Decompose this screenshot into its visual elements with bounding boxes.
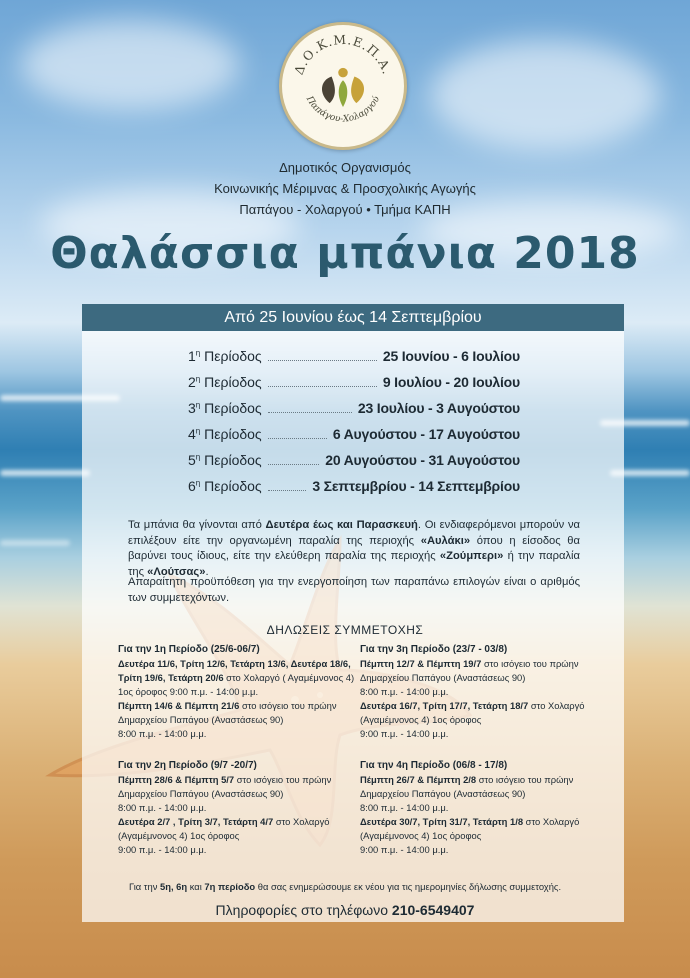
org-name-line3: Παπάγου - Χολαργού • Τμήμα ΚΑΠΗ: [239, 202, 451, 217]
block-heading: Για την 3η Περίοδο (23/7 - 03/8): [360, 644, 508, 655]
info-paragraph: Τα μπάνια θα γίνονται από Δευτέρα έως και Παρασκευή. Οι ενδιαφερόμενοι μπορούν να επιλέξουν είτε την οργανωμένη παραλία της περιοχής «Αυλάκι» όπου η είσοδος θα βαρύνει τους ίδιους, είτε την ελεύθερη παραλία της περιοχής «Ζούμπερι» ή την παραλία της «Λούτσας».: [128, 519, 581, 578]
period-label: $2^\eta$ Περίοδος: [188, 374, 262, 390]
period-dates: 6 Αυγούστου - 17 Αυγούστου: [332, 426, 520, 442]
block-heading: Για την 4η Περίοδο (06/8 - 17/8): [360, 760, 508, 771]
period-dates: 3 Σεπτεμβρίου - 14 Σεπτεμβρίου: [312, 478, 520, 494]
page-title: Θαλάσσια μπάνια 2018: [50, 228, 640, 279]
declaration-block-period-2: Για την 2η Περίοδο (9/7 -20/7) Πέμπτη 28/6 & Πέμπτη 5/7 στο ισόγειο του πρώην Δημαρχείου Παπάγου (Αναστάσεως 90) 8:00 π.μ. - 14:00 μ.μ. Δευτέρα 2/7 , Τρίτη 3/7, Τετάρτη 4/7 στο Χολαργό (Αγαμέμνονος 4) 1ος όροφος 9:00 π.μ. - 14:00 μ.μ.: [118, 760, 332, 855]
date-range-banner: Από 25 Ιουνίου έως 14 Σεπτεμβρίου: [82, 304, 624, 331]
period-label: $4^\eta$ Περίοδος: [188, 426, 262, 442]
period-row: [188, 400, 520, 418]
cloud: [430, 40, 660, 150]
period-dates: 20 Αυγούστου - 31 Αυγούστου: [325, 452, 520, 468]
org-name-line2: Κοινωνικής Μέριμνας & Προσχολικής Αγωγής: [214, 181, 476, 196]
declaration-block-period-4: Για την 4η Περίοδο (06/8 - 17/8) Πέμπτη 26/7 & Πέμπτη 2/8 στο ισόγειο του πρώην Δημαρχείου Παπάγου (Αναστάσεως 90) 8:00 π.μ. - 14:00 μ.μ. Δευτέρα 30/7, Τρίτη 31/7, Τετάρτη 1/8 στο Χολαργό (Αγαμέμνονος 4) 1ος όροφος 9:00 π.μ. - 14:00 μ.μ.: [360, 760, 580, 855]
dotted-leader: [268, 402, 352, 413]
cloud: [20, 20, 240, 110]
footer-note: Για την 5η, 6η και 7η περίοδο θα σας ενημερώσουμε εκ νέου για τις ημερομηνίες δήλωσης συμμετοχής.: [128, 881, 562, 892]
org-name-line1: Δημοτικός Οργανισμός: [279, 160, 411, 175]
dotted-leader: [268, 454, 320, 465]
period-row: [188, 478, 520, 496]
dotted-leader: [268, 428, 327, 439]
period-label: $3^\eta$ Περίοδος: [188, 400, 262, 416]
contact-phone: Πληροφορίες στο τηλέφωνο 210-6549407: [215, 902, 475, 918]
requirement-paragraph: Απαραίτητη προϋπόθεση για την ενεργοποίηση των παραπάνω επιλογών είναι ο αριθμός των συμμετεχόντων.: [128, 576, 580, 604]
period-dates: 25 Ιουνίου - 6 Ιουλίου: [382, 348, 520, 364]
declaration-block-period-3: Για την 3η Περίοδο (23/7 - 03/8) Πέμπτη 12/7 & Πέμπτη 19/7 στο ισόγειο του πρώην Δημαρχείου Παπάγου (Αναστάσεως 90) 8:00 π.μ. - 14:00 μ.μ. Δευτέρα 16/7, Τρίτη 17/7, Τετάρτη 18/7 στο Χολαργό (Αγαμέμνονος 4) 1ος όροφος 9:00 π.μ. - 14:00 μ.μ.: [360, 644, 585, 739]
sea-foam: [0, 470, 90, 476]
declarations-title: ΔΗΛΩΣΕΙΣ ΣΥΜΜΕΤΟΧΗΣ: [266, 623, 424, 637]
period-dates: 9 Ιουλίου - 20 Ιουλίου: [382, 374, 520, 390]
block-heading: Για την 1η Περίοδο (25/6-06/7): [118, 644, 260, 655]
period-dates: 23 Ιουλίου - 3 Αυγούστου: [357, 400, 520, 416]
dotted-leader: [268, 376, 377, 387]
declaration-block-period-1: Για την 1η Περίοδο (25/6-06/7) Δευτέρα 11/6, Τρίτη 12/6, Τετάρτη 13/6, Δευτέρα 18/6, Τρίτη 19/6, Τετάρτη 20/6 στο Χολαργό ( Αγαμέμνονος 4) 1ος όροφος 9:00 π.μ. - 14:00 μ.μ. Πέμπτη 14/6 & Πέμπτη 21/6 στο ισόγειο του πρώην Δημαρχείου Παπάγου (Αναστάσεως 90) 8:00 π.μ. - 14:00 μ.μ.: [118, 644, 355, 739]
logo-letters: Δ.Ο.Κ.Μ.Ε.Π.Α.: [290, 31, 396, 77]
block-heading: Για την 2η Περίοδο (9/7 -20/7): [118, 760, 257, 771]
phone-number: 210-6549407: [391, 902, 475, 918]
dotted-leader: [268, 350, 377, 361]
organization-logo: [279, 22, 407, 150]
period-row: [188, 452, 520, 470]
period-row: [188, 348, 520, 366]
period-row: [188, 426, 520, 444]
period-label: $1^\eta$ Περίοδος: [188, 348, 262, 364]
period-label: $6^\eta$ Περίοδος: [188, 478, 262, 494]
period-row: [188, 374, 520, 392]
period-label: $5^\eta$ Περίοδος: [188, 452, 262, 468]
dotted-leader: [268, 480, 307, 491]
logo-place: Παπάγου-Χολαργού: [303, 94, 383, 125]
